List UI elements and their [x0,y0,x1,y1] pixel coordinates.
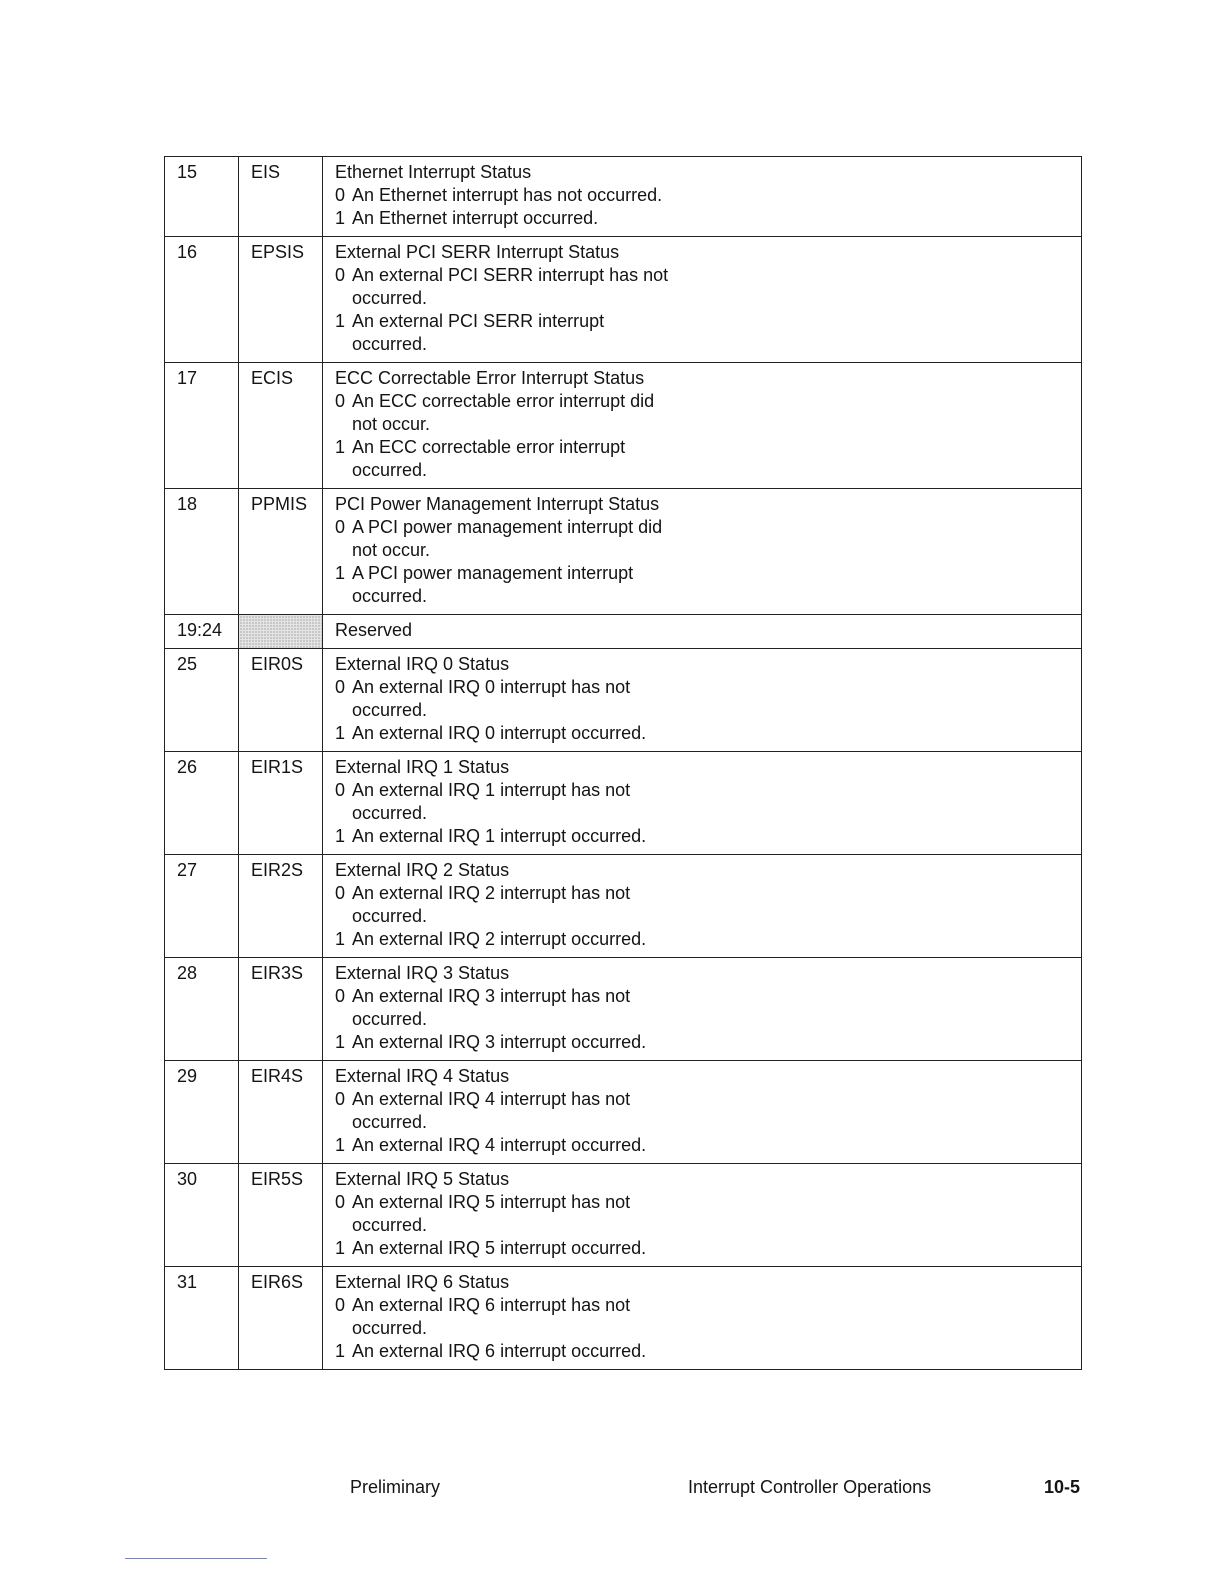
option-text: A PCI power management interrupt did not occur. [352,517,663,560]
option-text: An external IRQ 5 interrupt has not occurred. [352,1192,631,1235]
field-name-cell: EIR2S [239,855,323,958]
option-text: An external IRQ 6 interrupt has not occurred. [352,1295,631,1338]
option-text: An external PCI SERR interrupt has not occurred. [352,265,669,308]
field-name-cell: EIR1S [239,752,323,855]
field-title: External IRQ 1 Status [335,757,510,777]
option-value: 0 [335,1192,346,1212]
field-title: External IRQ 2 Status [335,860,510,880]
bit-cell: 25 [165,649,239,752]
field-name-cell: EIR5S [239,1164,323,1267]
option-1 [335,928,1071,951]
table-row [165,958,1082,1061]
option-value: 1 [335,437,346,457]
option-text: A PCI power management interrupt occurred. [352,563,634,606]
option-0 [335,779,1071,825]
table-body [165,157,1082,1370]
option-0 [335,1088,1071,1134]
option-1 [335,207,1071,230]
option-0 [335,1191,1071,1237]
field-name-cell: PPMIS [239,489,323,615]
description-cell [323,237,1082,363]
option-value: 1 [335,1135,346,1155]
description-cell [323,1164,1082,1267]
option-value: 1 [335,1238,346,1258]
option-1 [335,722,1071,745]
table-row [165,649,1082,752]
option-value: 0 [335,1089,346,1109]
bit-cell: 19:24 [165,615,239,649]
description-cell [323,752,1082,855]
register-bits-table [164,156,1082,1370]
option-text: An external IRQ 6 interrupt occurred. [352,1341,647,1361]
bit-cell: 15 [165,157,239,237]
option-value: 0 [335,391,346,411]
bit-cell: 31 [165,1267,239,1370]
description-cell [323,855,1082,958]
bit-cell: 16 [165,237,239,363]
option-value: 0 [335,265,346,285]
table-row [165,157,1082,237]
option-1 [335,1031,1071,1054]
bit-cell: 30 [165,1164,239,1267]
option-value: 0 [335,780,346,800]
option-value: 1 [335,1341,346,1361]
option-1 [335,1340,1071,1363]
description-cell [323,363,1082,489]
bottom-rule [125,1558,267,1559]
field-title: External IRQ 6 Status [335,1272,510,1292]
option-0 [335,184,1071,207]
description-cell [323,157,1082,237]
table-row [165,752,1082,855]
option-text: An external IRQ 5 interrupt occurred. [352,1238,647,1258]
option-value: 0 [335,986,346,1006]
bit-cell: 18 [165,489,239,615]
option-text: An Ethernet interrupt occurred. [352,208,599,228]
option-1 [335,825,1071,848]
option-0 [335,882,1071,928]
option-text: An external IRQ 4 interrupt has not occurred. [352,1089,631,1132]
field-title: ECC Correctable Error Interrupt Status [335,368,645,388]
option-text: An external PCI SERR interrupt occurred. [352,311,605,354]
field-title: External IRQ 5 Status [335,1169,510,1189]
option-value: 0 [335,1295,346,1315]
option-text: An external IRQ 3 interrupt has not occurred. [352,986,631,1029]
option-value: 1 [335,723,346,743]
table-row-reserved [165,615,1082,649]
description-cell [323,1267,1082,1370]
field-title: External IRQ 0 Status [335,654,510,674]
option-value: 1 [335,311,346,331]
field-name-cell: ECIS [239,363,323,489]
option-text: An ECC correctable error interrupt did not occur. [352,391,655,434]
option-value: 0 [335,185,346,205]
field-name-cell: EPSIS [239,237,323,363]
field-title: External IRQ 3 Status [335,963,510,983]
option-1 [335,562,1071,608]
table-row [165,237,1082,363]
description-cell [323,958,1082,1061]
table-row [165,363,1082,489]
field-title: Ethernet Interrupt Status [335,162,532,182]
option-value: 1 [335,1032,346,1052]
option-text: An external IRQ 2 interrupt has not occurred. [352,883,631,926]
bit-cell: 28 [165,958,239,1061]
option-text: An external IRQ 0 interrupt has not occurred. [352,677,631,720]
field-title: External PCI SERR Interrupt Status [335,242,620,262]
option-0 [335,676,1071,722]
field-name-cell: EIR0S [239,649,323,752]
option-text: An external IRQ 2 interrupt occurred. [352,929,647,949]
option-0 [335,516,1071,562]
description-cell [323,1061,1082,1164]
option-value: 0 [335,883,346,903]
field-title: External IRQ 4 Status [335,1066,510,1086]
description-cell [323,649,1082,752]
bit-cell: 27 [165,855,239,958]
option-0 [335,985,1071,1031]
option-value: 0 [335,677,346,697]
field-title: Reserved [335,620,413,640]
description-cell [323,615,1082,649]
bit-cell: 17 [165,363,239,489]
option-1 [335,310,1071,356]
page-number: 10-5 [1044,1477,1081,1497]
option-value: 1 [335,929,346,949]
option-text: An external IRQ 3 interrupt occurred. [352,1032,647,1052]
option-1 [335,436,1071,482]
option-0 [335,1294,1071,1340]
option-1 [335,1237,1071,1260]
field-name-cell: EIR4S [239,1061,323,1164]
table-row [165,855,1082,958]
option-1 [335,1134,1071,1157]
field-name-cell: EIR6S [239,1267,323,1370]
field-name-cell: EIS [239,157,323,237]
option-0 [335,390,1071,436]
reserved-shaded-cell [239,615,323,649]
option-text: An ECC correctable error interrupt occurred. [352,437,626,480]
bit-cell: 26 [165,752,239,855]
table-row [165,1267,1082,1370]
option-text: An external IRQ 0 interrupt occurred. [352,723,647,743]
bit-cell: 29 [165,1061,239,1164]
option-0 [335,264,1071,310]
table-row [165,489,1082,615]
option-text: An external IRQ 4 interrupt occurred. [352,1135,647,1155]
footer-preliminary: Preliminary [350,1477,441,1497]
option-value: 1 [335,208,346,228]
field-title: PCI Power Management Interrupt Status [335,494,660,514]
table-row [165,1164,1082,1267]
description-cell [323,489,1082,615]
option-text: An external IRQ 1 interrupt occurred. [352,826,647,846]
table-row [165,1061,1082,1164]
option-text: An Ethernet interrupt has not occurred. [352,185,663,205]
option-value: 1 [335,563,346,583]
field-name-cell: EIR3S [239,958,323,1061]
footer-section-title: Interrupt Controller Operations [688,1477,932,1497]
option-text: An external IRQ 1 interrupt has not occurred. [352,780,631,823]
option-value: 0 [335,517,346,537]
option-value: 1 [335,826,346,846]
